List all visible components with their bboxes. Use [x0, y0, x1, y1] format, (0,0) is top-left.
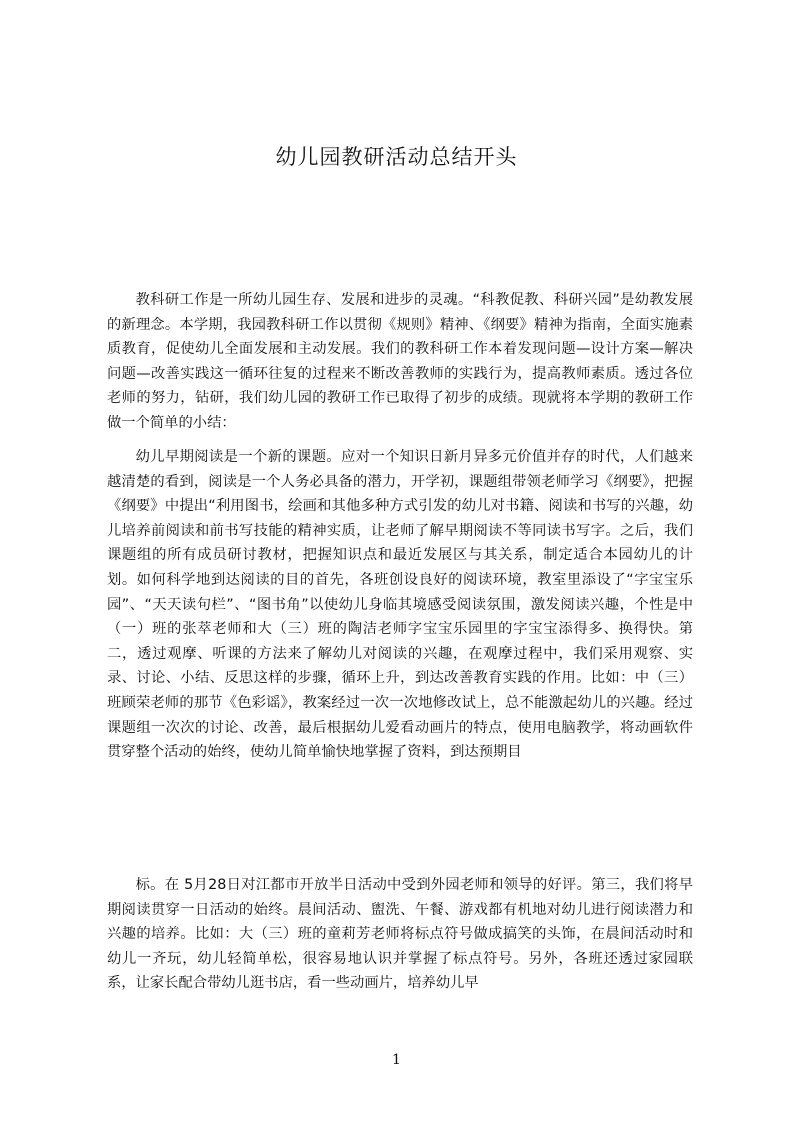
paragraph-continuation: 标。在 5月28日对江都市开放半日活动中受到外园老师和领导的好评。第三，我们将早期阅读贯穿一日活动的始终。晨间活动、盥洗、午餐、游戏都有机地对幼儿进行阅读潜力和兴趣的培养。比如：大（三）班的童莉芳老师将标点符号做成搞笑的头饰，在晨间活动时和幼儿一齐玩，幼儿轻简单松，很容易地认识并掌握了标点符号。另外，各班还透过家园联系，让家长配合带幼儿逛书店，看一些动画片，培养幼儿早 [107, 877, 693, 992]
paragraph-intro: 教科研工作是一所幼儿园生存、发展和进步的灵魂。“科教促教、科研兴园”是幼教发展的新理念。本学期，我园教科研工作以贯彻《规则》精神、《纲要》精神为指南，全面实施素质教育，促使幼儿全面发展和主动发展。我们的教科研工作本着发现问题—设计方案—解决问题—改善实践这一循环往复的过程来不断改善教师的实践行为，提高教师素质。透过各位老师的努力，钻研，我们幼儿园的教研工作已取得了初步的成绩。现就将本学期的教研工作做一个简单的小结： [107, 292, 693, 431]
page-number: 1 [392, 1052, 401, 1068]
page-title: 幼儿园教研活动总结开头 [275, 145, 518, 169]
paragraph-early-reading: 幼儿早期阅读是一个新的课题。应对一个知识日新月异多元价值并存的时代，人们越来越清楚的看到，阅读是一个人务必具备的潜力，开学初，课题组带领老师学习《纲要》，把握《纲要》中提出“利用图书，绘画和其他多种方式引发的幼儿对书籍、阅读和书写的兴趣，幼儿培养前阅读和前书写技能的精神实质，让老师了解早期阅读不等同读书写字。之后，我们课题组的所有成员研讨教材，把握知识点和最近发展区与其关系，制定适合本园幼儿的计划。如何科学地到达阅读的目的首先，各班创设良好的阅读环境，教室里添设了“字宝宝乐园”、“天天读句栏”、“图书角”以使幼儿身临其境感受阅读氛围，激发阅读兴趣，个性是中（一）班的张萃老师和大（三）班的陶洁老师字宝宝乐园里的字宝宝添得多、换得快。第二，透过观摩、听课的方法来了解幼儿对阅读的兴趣，在观摩过程中，我们采用观察、实录、讨论、小结、反思这样的步骤，循环上升，到达改善教育实践的作用。比如：中（三）班顾荣老师的那节《色彩谣》，教案经过一次一次地修改试上，总不能激起幼儿的兴趣。经过课题组一次次的讨论、改善，最后根据幼儿爱看动画片的特点，使用电脑教学，将动画软件贯穿整个活动的始终，使幼儿简单愉快地掌握了资料，到达预期目 [107, 449, 693, 761]
